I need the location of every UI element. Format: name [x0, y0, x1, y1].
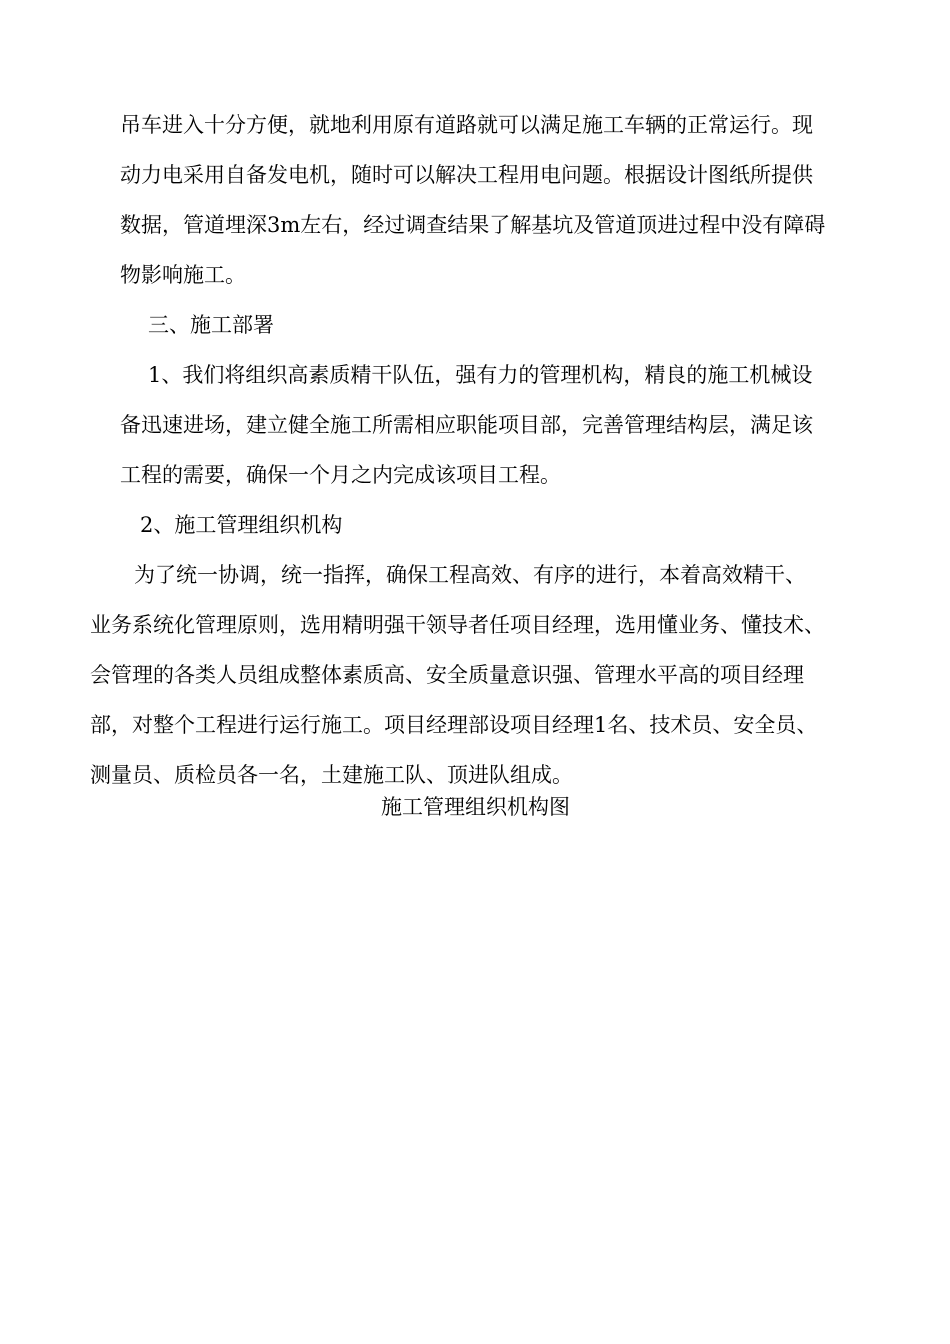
paragraph-1-line-4: 物影响施工。	[120, 263, 246, 287]
item-2-heading: 2、施工管理组织机构	[140, 513, 343, 537]
paragraph-1-line-2: 动力电采用自备发电机，随时可以解决工程用电问题。根据设计图纸所提供	[120, 163, 813, 187]
paragraph-1-line-1: 吊车进入十分方便，就地利用原有道路就可以满足施工车辆的正常运行。现	[120, 113, 813, 137]
paragraph-2-line-3: 会管理的各类人员组成整体素质高、安全质量意识强、管理水平高的项目经理	[90, 663, 804, 687]
item-1-line-2: 备迅速进场，建立健全施工所需相应职能项目部，完善管理结构层，满足该	[120, 413, 813, 437]
paragraph-2-line-2: 业务系统化管理原则，选用精明强干领导者任项目经理，选用懂业务、懂技术、	[90, 613, 825, 637]
paragraph-2-line-4: 部，对整个工程进行运行施工。项目经理部设项目经理1名、技术员、安全员、	[90, 713, 818, 737]
item-1-line-3: 工程的需要，确保一个月之内完成该项目工程。	[120, 463, 561, 487]
paragraph-2-line-5: 测量员、质检员各一名，土建施工队、顶进队组成。	[90, 763, 573, 787]
paragraph-1-line-3: 数据，管道埋深3m左右，经过调查结果了解基坑及管道顶进过程中没有障碍	[120, 213, 826, 237]
paragraph-2-line-1: 为了统一协调，统一指挥，确保工程高效、有序的进行，本着高效精干、	[134, 563, 806, 587]
figure-caption: 施工管理组织机构图	[381, 795, 570, 819]
section-heading: 三、施工部署	[148, 313, 274, 337]
item-1-line-1: 1、我们将组织高素质精干队伍，强有力的管理机构，精良的施工机械设	[148, 363, 813, 387]
